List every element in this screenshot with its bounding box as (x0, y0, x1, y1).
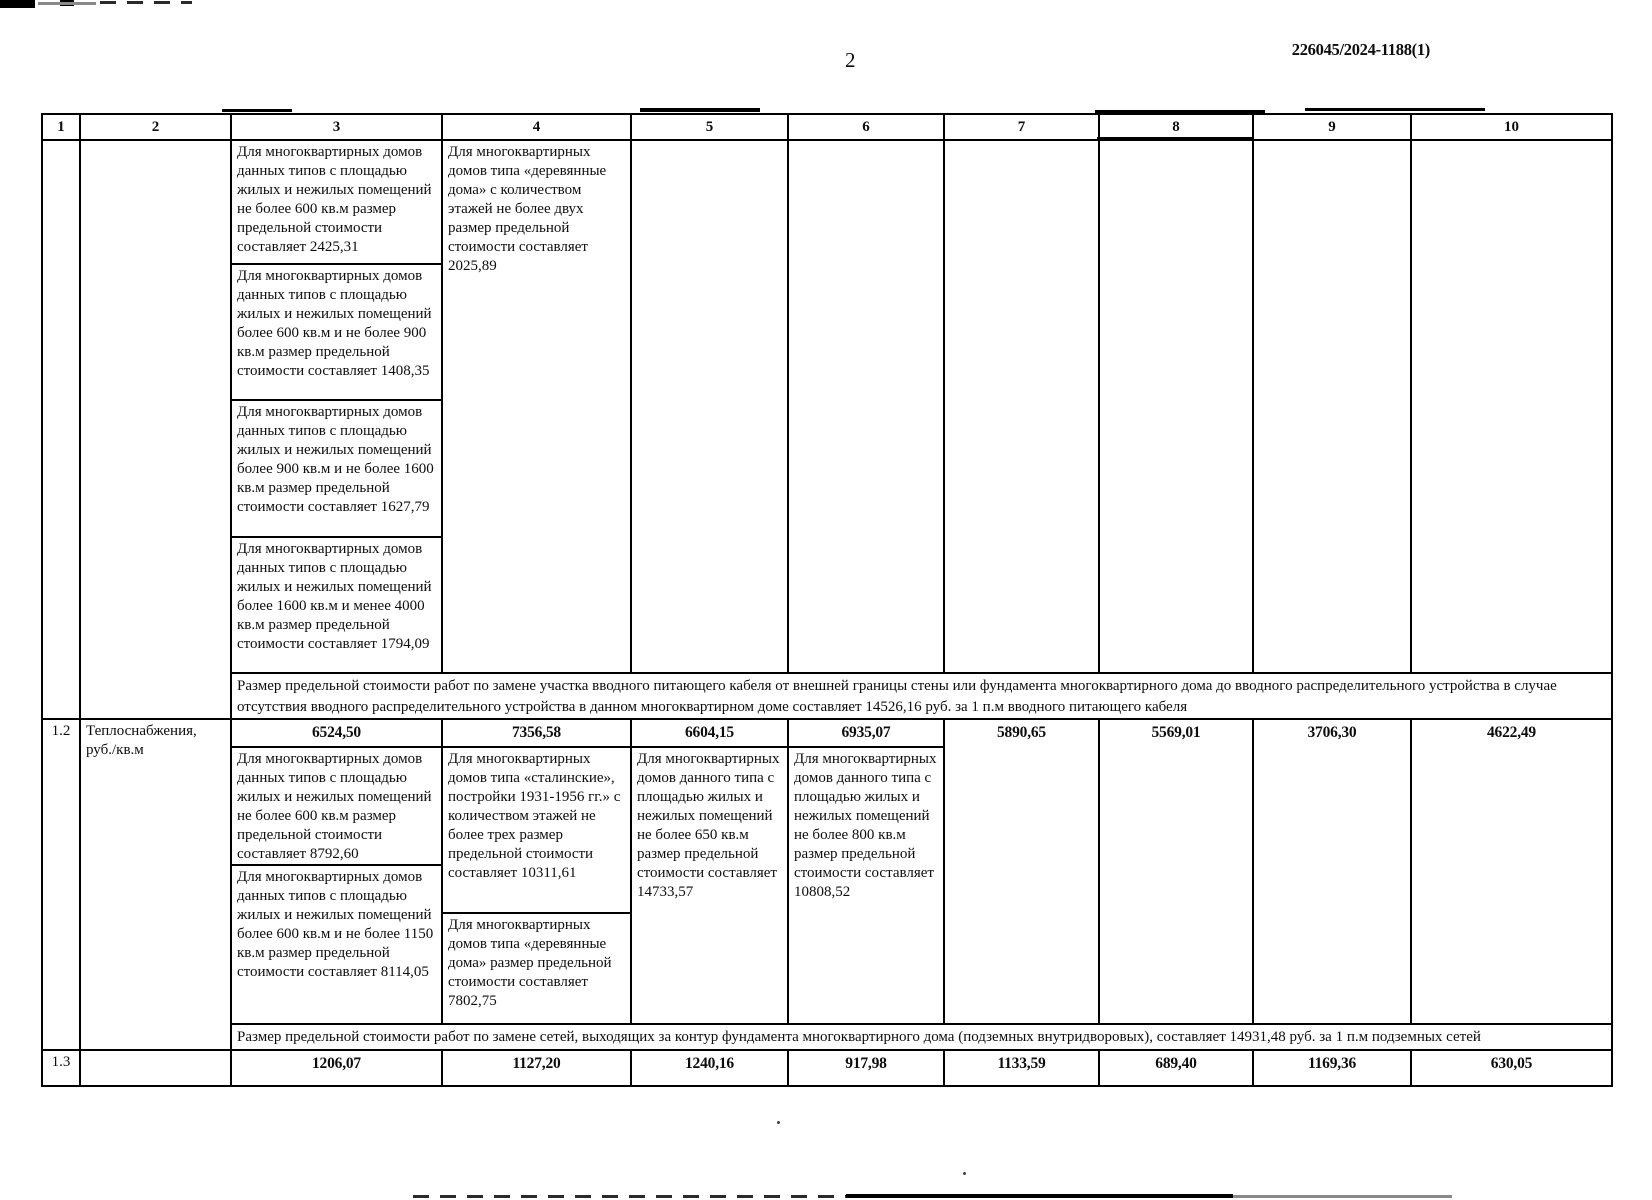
column-header-8: 8 (1099, 114, 1253, 140)
column-header-row (42, 114, 1612, 140)
value-1-3-col3: 1206,07 (231, 1050, 442, 1086)
scan-artifact-table-edge (640, 108, 760, 112)
scan-artifact-dashes (100, 1, 192, 4)
cost-limits-table (41, 113, 1613, 1087)
value-1-3-col7: 1133,59 (944, 1050, 1099, 1086)
networks-footnote-row (42, 1024, 1612, 1050)
value-1-3-col8: 689,40 (1099, 1050, 1253, 1086)
value-1-3-col9: 1169,36 (1253, 1050, 1411, 1086)
row-1-2-name: Теплоснабжения, руб./кв.м (80, 719, 231, 1050)
scan-speck (963, 1172, 966, 1175)
value-1-2-col10: 4622,49 (1411, 719, 1612, 1024)
cell-heat-area-600-1150: Для многоквартирных домов данных типов с площадью жилых и нежилых помещений более 600 кв.м и не более 1150 кв.м размер предельной стоимости составляет 8114,05 (231, 865, 442, 1024)
value-1-2-col9: 3706,30 (1253, 719, 1411, 1024)
column-header-1: 1 (42, 114, 80, 140)
document-reference-number: 226045/2024-1188(1) (1291, 40, 1430, 59)
scan-artifact-bottom-line (846, 1194, 1233, 1198)
cell-heat-area-up-to-600: Для многоквартирных домов данных типов с площадью жилых и нежилых помещений не более 600 кв.м размер предельной стоимости составляет 8792,60 (231, 747, 442, 865)
cable-footnote-row (42, 673, 1612, 719)
value-1-3-col10: 630,05 (1411, 1050, 1612, 1086)
empty-cell (631, 140, 788, 673)
cell-cable-footnote: Размер предельной стоимости работ по замене участка вводного питающего кабеля от внешней границы стены или фундамента многоквартирного дома до вводного распределительного устройства в случае отсутствия вводного распределительного устройства в данном многоквартирном доме составляет 14526,16 руб. за 1 п.м вводного питающего кабеля (231, 673, 1612, 719)
continuation-row-1 (42, 140, 1612, 264)
value-1-2-col5: 6604,15 (631, 719, 788, 747)
row-number-1-2: 1.2 (42, 719, 80, 1050)
empty-cell (944, 140, 1099, 673)
value-1-3-col5: 1240,16 (631, 1050, 788, 1086)
empty-cell (1099, 140, 1253, 673)
scan-artifact-corner-bar (0, 0, 35, 8)
value-1-2-col6: 6935,07 (788, 719, 944, 747)
cell-networks-footnote: Размер предельной стоимости работ по замене сетей, выходящих за контур фундамента многоквартирного дома (подземных внутридворовых), составляет 14931,48 руб. за 1 п.м подземных сетей (231, 1024, 1612, 1050)
column-header-7: 7 (944, 114, 1099, 140)
column-header-3: 3 (231, 114, 442, 140)
empty-cell (788, 140, 944, 673)
scan-artifact-table-edge (222, 109, 292, 112)
column-header-9: 9 (1253, 114, 1411, 140)
empty-cell (1411, 140, 1612, 673)
empty-cell (80, 1050, 231, 1086)
column-header-10: 10 (1411, 114, 1612, 140)
scan-speck (777, 1121, 780, 1124)
value-1-2-col7: 5890,65 (944, 719, 1099, 1024)
column-header-4: 4 (442, 114, 631, 140)
value-1-2-col4: 7356,58 (442, 719, 631, 747)
cell-area-600-900: Для многоквартирных домов данных типов с площадью жилых и нежилых помещений более 600 кв.м и не более 900 кв.м размер предельной стоимости составляет 1408,35 (231, 264, 442, 400)
column-header-6: 6 (788, 114, 944, 140)
cell-area-up-to-600: Для многоквартирных домов данных типов с площадью жилых и нежилых помещений не более 600 кв.м размер предельной стоимости составляет 2425,31 (231, 140, 442, 264)
cell-area-1600-4000: Для многоквартирных домов данных типов с площадью жилых и нежилых помещений более 1600 кв.м и менее 4000 кв.м размер предельной стоимости составляет 1794,09 (231, 537, 442, 673)
row-number-1-3: 1.3 (42, 1050, 80, 1086)
empty-cell (80, 140, 231, 719)
cell-heat-stalin-houses: Для многоквартирных домов типа «сталинские», постройки 1931-1956 гг.» с количеством этажей не более трех размер предельной стоимости составляет 10311,61 (442, 747, 631, 913)
value-1-3-col6: 917,98 (788, 1050, 944, 1086)
value-1-2-col8: 5569,01 (1099, 719, 1253, 1024)
cell-wooden-houses-two-floors: Для многоквартирных домов типа «деревянные дома» с количеством этажей не более двух размер предельной стоимости составляет 2025,89 (442, 140, 631, 673)
cell-heat-area-up-to-650: Для многоквартирных домов данного типа с площадью жилых и нежилых помещений не более 650 кв.м размер предельной стоимости составляет 14733,57 (631, 747, 788, 1024)
value-1-2-col3: 6524,50 (231, 719, 442, 747)
column-header-5: 5 (631, 114, 788, 140)
page-number: 2 (845, 48, 856, 72)
scan-artifact-gray-bar (38, 2, 96, 5)
cell-heat-wooden-houses: Для многоквартирных домов типа «деревянные дома» размер предельной стоимости составляет 7802,75 (442, 913, 631, 1024)
scan-artifact-bottom-line-gray (1233, 1195, 1452, 1198)
empty-cell (1253, 140, 1411, 673)
row-1-3 (42, 1050, 1612, 1086)
empty-cell (42, 140, 80, 719)
cell-area-900-1600: Для многоквартирных домов данных типов с площадью жилых и нежилых помещений более 900 кв.м и не более 1600 кв.м размер предельной стоимости составляет 1627,79 (231, 400, 442, 537)
scan-artifact-table-edge (1305, 108, 1485, 111)
row-1-2-values (42, 719, 1612, 747)
cell-heat-area-up-to-800: Для многоквартирных домов данного типа с площадью жилых и нежилых помещений не более 800 кв.м размер предельной стоимости составляет 10808,52 (788, 747, 944, 1024)
value-1-3-col4: 1127,20 (442, 1050, 631, 1086)
scan-artifact-bottom-dashes (413, 1195, 846, 1198)
column-header-2: 2 (80, 114, 231, 140)
